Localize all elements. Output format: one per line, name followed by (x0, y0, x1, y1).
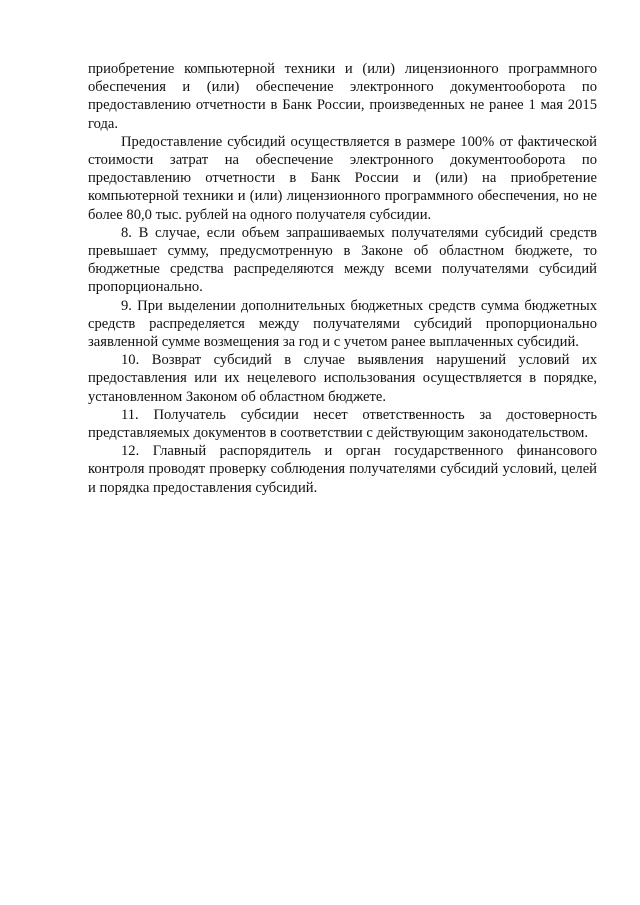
paragraph-item-11: 11. Получатель субсидии несет ответственность за достоверность представляемых документов в соответствии с действующим законодательством. (88, 406, 597, 442)
paragraph-continuation: приобретение компьютерной техники и (или) лицензионного программного обеспечения и (или) обеспечение электронного документооборота по предоставлению отчетности в Банк России, произведенных не ранее 1 мая 2015 года. (88, 61, 597, 132)
paragraph-item-9: 9. При выделении дополнительных бюджетных средств сумма бюджетных средств распределяется между получателями субсидий пропорционально заявленной сумме возмещения за год и с учетом ранее выплаченных субсидий. (88, 297, 597, 351)
paragraph-subsidy-amount: Предоставление субсидий осуществляется в размере 100% от фактической стоимости затрат на обеспечение электронного документооборота по предоставлению отчетности в Банк России и (или) на приобретение компьютерной техники и (или) лицензионного программного обеспечения, но не более 80,0 тыс. рублей на одного получателя субсидии. (88, 133, 597, 223)
paragraph-item-10: 10. Возврат субсидий в случае выявления нарушений условий их предоставления или их нецелевого использования осуществляется в порядке, установленном Законом об областном бюджете. (88, 352, 597, 405)
paragraph-item-8: 8. В случае, если объем запрашиваемых получателями субсидий средств превышает сумму, предусмотренную в Законе об областном бюджете, то бюджетные средства распределяются между всеми получателями субсидий пропорционально. (88, 224, 597, 296)
document-body (88, 60, 597, 497)
paragraph-item-12: 12. Главный распорядитель и орган государственного финансового контроля проводят проверку соблюдения получателями субсидий условий, целей и порядка предоставления субсидий. (88, 443, 597, 496)
